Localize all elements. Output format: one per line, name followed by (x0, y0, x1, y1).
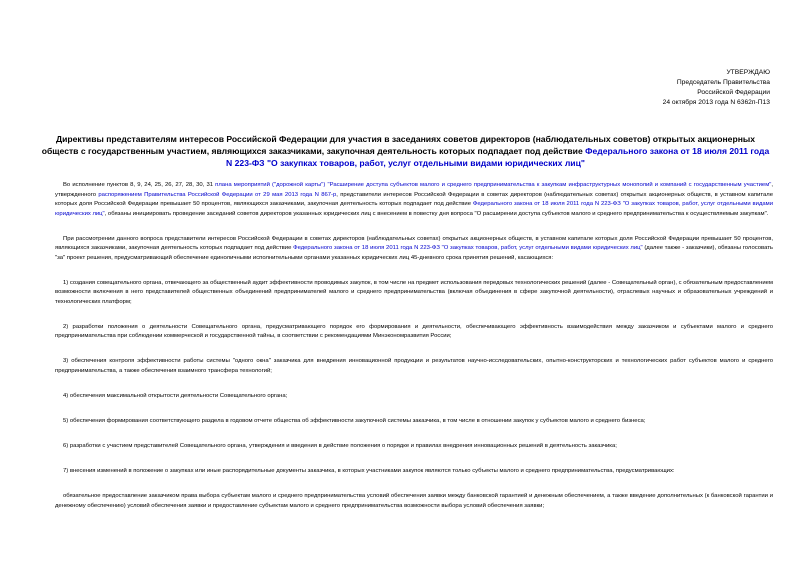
sub-item-guarantee: обязательное предоставление заказчиком права выбора субъектам малого и среднего предпринимательства условий обеспечения заявки между банковской гарантией и денежным обеспечением, а также введение дополнительных (к банковской гарантии и денежному обеспечению) условий обеспечения заявки и предоставление субъектам малого и среднего предпринимательства возможности выбора условий обеспечения заявки; (55, 493, 773, 509)
list-item-2: 2) разработки положения о деятельности Совещательного органа, предусматривающего порядок его формирования и деятельности, обеспечивающего эффективность взаимодействия между заказчиком и субъектами малого и среднего предпринимательства при соблюдении коммерческой и государственной тайны, в соответствии с рекомендациями Минэкономразвития России; (55, 323, 773, 340)
text-fragment: , обязаны инициировать проведение заседаний советов директоров указанных юридических лиц с внесением в повестку дня вопроса "О расширении доступа субъектов малого и среднего предпринимательства к осуществляемым закупкам". (104, 210, 769, 217)
text-fragment: , представители интересов Российской Федерации в советах директоров (наблюдательных советах) открытых акционерных обществ, в уставном капитале которых доля Российской Федерации превышает 50 процентов, являющихся заказчиками, закупочная деятельность которых подпадает под действие (55, 191, 773, 207)
approval-position: Председатель Правительства (676, 79, 770, 86)
roadmap-plan-link[interactable]: плана мероприятий ("дорожной карты") "Расширение доступа субъектов малого и среднего предпринимательства к закупкам инфраструктурных монополий и компаний с государственным участием" (215, 182, 772, 188)
list-item-5: 5) обеспечения формирования соответствующего раздела в годовом отчете общества об эффективности закупочной системы заказчика, в том числе в отношении закупок у субъектов малого и среднего бизнеса; (63, 418, 646, 425)
federal-law-link[interactable]: Федерального закона от 18 июля 2011 года N 223-ФЗ "О закупках товаров, работ, услуг отдельными видами юридических лиц" (55, 201, 773, 217)
text-fragment: (далее также - заказчики), обязаны голосовать "за" проект решения, предусматривающий обеспечение единоличными исполнительными органами указанных юридических лиц 45-дневного срока принятия решений, касающихся: (55, 245, 773, 261)
government-order-link[interactable]: распоряжением Правительства Российской Федерации от 29 мая 2013 года N 867-р (98, 191, 337, 198)
paragraph-voting (55, 235, 773, 264)
paragraph-intro (55, 181, 773, 219)
approval-block (663, 68, 770, 108)
title-law-link[interactable]: Федерального закона от 18 июля 2011 года N 223-ФЗ "О закупках товаров, работ, услуг отдельными видами юридических лиц" (226, 145, 770, 168)
approval-country: Российской Федерации (697, 89, 770, 96)
document-title (38, 134, 773, 169)
list-item-3: 3) обеспечения контроля эффективности работы системы "одного окна" заказчика для внедрения инновационной продукции и результатов научно-исследовательских, опытно-конструкторских и технологических работ субъектов малого и среднего предпринимательства, а также обеспечения взаимного трансфера технологий; (55, 358, 773, 374)
list-item-1: 1) создания совещательного органа, отвечающего за общественный аудит эффективности проводимых закупок, в том числе на предмет использования передовых технологических решений (далее - Совещательный орган), с обязательным предоставлением возможности включения в него представителей общественных объединений предпринимателей малого и среднего предпринимательства (включая объединения в сфере закупочной деятельности), отраслевых научных и образовательных учреждений и технологических платформ; (55, 279, 773, 305)
text-fragment: , утвержденного (55, 182, 773, 198)
list-item-6: 6) разработки с участием представителей Совещательного органа, утверждения и введения в действие положения о порядке и правилах внедрения инновационных решений в деятельность заказчика; (63, 443, 617, 450)
federal-law-link[interactable]: Федерального закона от 18 июля 2011 года N 223-ФЗ "О закупках товаров, работ, услуг отдельными видами юридических лиц" (293, 245, 643, 252)
title-text: Директивы представителям интересов Российской Федерации для участия в заседаниях советов директоров (наблюдательных советов) открытых акционерных обществ с государственным участием, являющихся заказчиками, закупочная деятельность которых подпадает под действие (41, 134, 756, 156)
approval-date-number: 24 октября 2013 года N 6362п-П13 (662, 99, 770, 106)
text-fragment: Во исполнение пунктов 8, 9, 24, 25, 26, 27, 28, 30, 31 (63, 182, 216, 188)
document-body (55, 181, 773, 521)
list-item-7: 7) внесения изменений в положение о закупках или иные распорядительные документы заказчика, в которых участниками закупок являются только субъекты малого и среднего предпринимательства, предусматривающих: (63, 468, 675, 475)
text-fragment: При рассмотрении данного вопроса представители интересов Российской Федерации в советах директоров (наблюдательных советах) открытых акционерных обществ, в уставном капитале которых доля Российской Федерации превышает 50 процентов, являющихся заказчиками, закупочная деятельность которых подпадает под действие (55, 235, 773, 252)
approval-heading: УТВЕРЖДАЮ (726, 69, 770, 76)
list-item-4: 4) обеспечения максимальной открытости деятельности Совещательного органа; (63, 392, 288, 399)
